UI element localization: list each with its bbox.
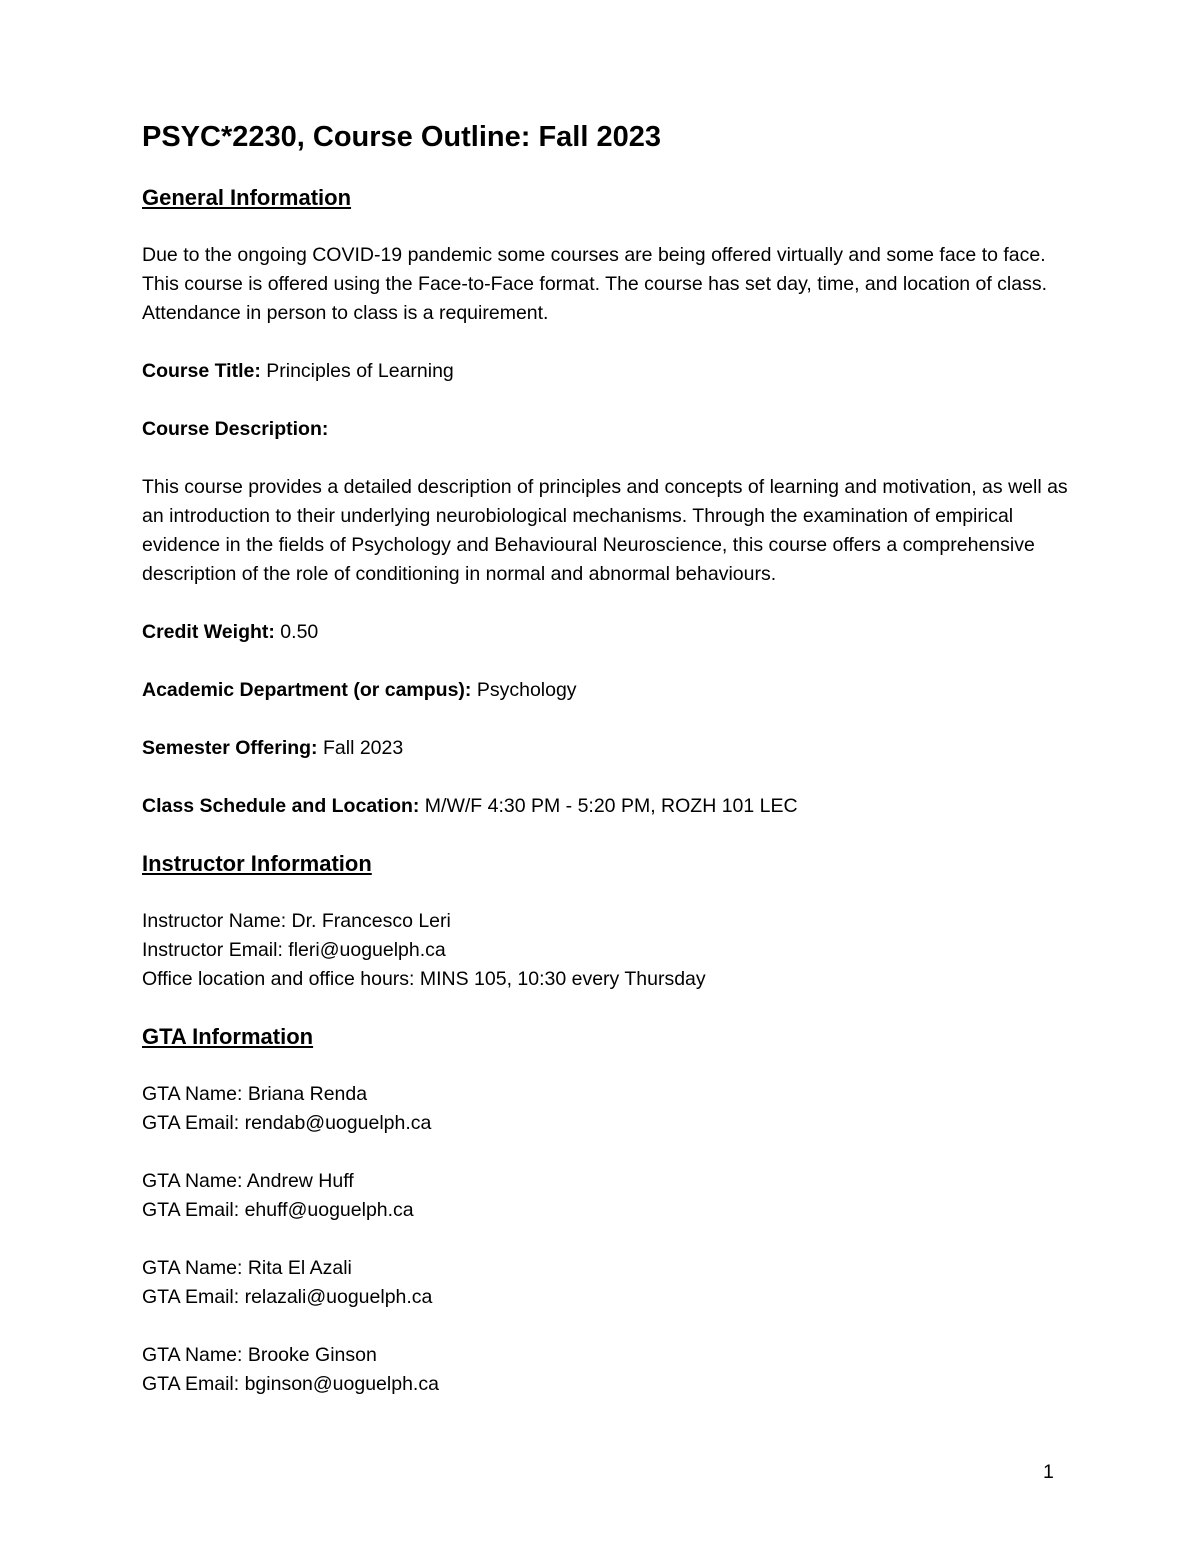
document-title: PSYC*2230, Course Outline: Fall 2023 xyxy=(142,121,661,153)
credit-weight-label: Credit Weight: xyxy=(142,621,275,643)
general-intro-paragraph: Due to the ongoing COVID-19 pandemic some courses are being offered virtually and some face to face. This course is offered using the Face-to-Face format. The course has set day, time, and location of class. Attendance in person to class is a requirement. xyxy=(142,244,1048,324)
course-description-paragraph: This course provides a detailed description of principles and concepts of learning and motivation, as well as an introduction to their underlying neurobiological mechanisms. Through the examination of empirical evidence in the fields of Psychology and Behavioural Neuroscience, this course offers a comprehensive description of the role of conditioning in normal and abnormal behaviours. xyxy=(142,476,1068,585)
department-value: Psychology xyxy=(471,679,577,701)
gta-information-heading: GTA Information xyxy=(142,1024,314,1049)
schedule-line xyxy=(142,792,1072,821)
semester-line xyxy=(142,734,1072,763)
instructor-office-line: Office location and office hours: MINS 105, 10:30 every Thursday xyxy=(142,968,706,990)
general-information-heading: General Information xyxy=(142,185,352,210)
gta-entry xyxy=(142,1254,1072,1312)
gta-name-line: GTA Name: Brooke Ginson xyxy=(142,1344,377,1366)
department-label: Academic Department (or campus): xyxy=(142,679,472,701)
gta-entry xyxy=(142,1341,1072,1399)
course-description-heading-line xyxy=(142,415,1072,444)
schedule-value: M/W/F 4:30 PM - 5:20 PM, ROZH 101 LEC xyxy=(419,795,798,817)
gta-name-line: GTA Name: Rita El Azali xyxy=(142,1257,352,1279)
gta-email-line: GTA Email: relazali@uoguelph.ca xyxy=(142,1286,433,1308)
course-title-value: Principles of Learning xyxy=(260,360,454,382)
gta-email-line: GTA Email: ehuff@uoguelph.ca xyxy=(142,1199,414,1221)
gta-email-line: GTA Email: rendab@uoguelph.ca xyxy=(142,1112,432,1134)
course-description-label: Course Description: xyxy=(142,418,329,440)
page-number: 1 xyxy=(1043,1461,1054,1483)
gta-email-line: GTA Email: bginson@uoguelph.ca xyxy=(142,1373,439,1395)
course-title-line xyxy=(142,357,1072,386)
credit-weight-line xyxy=(142,618,1072,647)
instructor-information-heading: Instructor Information xyxy=(142,851,372,876)
gta-name-line: GTA Name: Briana Renda xyxy=(142,1083,368,1105)
course-title-label: Course Title: xyxy=(142,360,261,382)
instructor-name-line: Instructor Name: Dr. Francesco Leri xyxy=(142,910,451,932)
semester-label: Semester Offering: xyxy=(142,737,318,759)
instructor-email-line: Instructor Email: fleri@uoguelph.ca xyxy=(142,939,446,961)
credit-weight-value: 0.50 xyxy=(274,621,319,643)
department-line xyxy=(142,676,1072,705)
gta-name-line: GTA Name: Andrew Huff xyxy=(142,1170,354,1192)
gta-entry xyxy=(142,1167,1072,1225)
semester-value: Fall 2023 xyxy=(317,737,404,759)
instructor-details xyxy=(142,907,1072,994)
page-content xyxy=(142,118,1072,1399)
gta-entry xyxy=(142,1080,1072,1138)
schedule-label: Class Schedule and Location: xyxy=(142,795,420,817)
